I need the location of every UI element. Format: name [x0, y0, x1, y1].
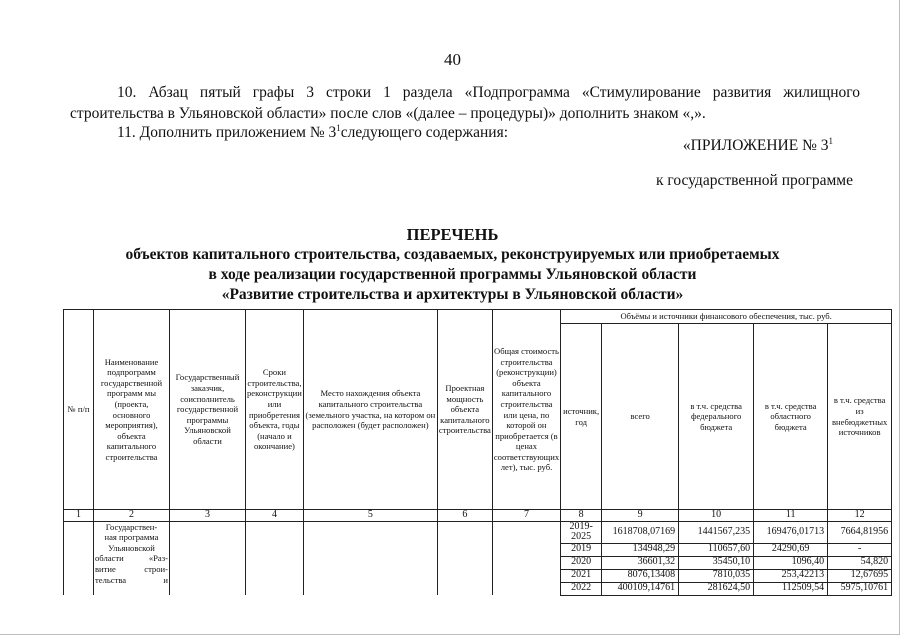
paragraph-10: 10. Абзац пятый графы 3 строки 1 раздела «Подпрограмма «Стимулирование развития жилищного строительства в Ульяновской области» после слов «(далее – процедуры)» дополнить знаком «,». [70, 84, 860, 122]
objects-table [63, 309, 892, 596]
regional-value: 253,42213 [754, 569, 828, 582]
header-total-cost: Общая стоимость строительства (реконструкции) объекта капитального строительства или цена, по которой он приобретается (в ценах соответствующих лет), тыс. руб. [492, 310, 560, 510]
page-number: 40 [444, 50, 461, 69]
column-number: 4 [246, 510, 304, 522]
column-number: 8 [561, 510, 602, 522]
appendix-label [683, 136, 833, 155]
total-value: 1618708,07169 [602, 521, 679, 543]
title-line-2: в ходе реализации государственной программы Ульяновской области [208, 266, 697, 283]
customer-cell [170, 521, 246, 595]
header-extrabudget: в т.ч. средства из внебюджетных источников [828, 324, 892, 510]
terms-cell [246, 521, 304, 595]
header-federal: в т.ч. средства федерального бюджета [679, 324, 754, 510]
year-cell: 2022 [561, 582, 602, 595]
header-regional: в т.ч. средства областного бюджета [754, 324, 828, 510]
column-number: 10 [679, 510, 754, 522]
program-name-line: Ульяновской [108, 542, 155, 553]
row-number-cell [64, 521, 94, 595]
total-value: 36601,32 [602, 556, 679, 569]
title-line-1: объектов капитального строительства, создаваемых, реконструируемых или приобретаемых [125, 246, 780, 263]
program-name-cell [94, 521, 170, 595]
header-name: Наименование подпрограмм государственной программ мы (проекта, основного мероприятия), объекта капитального строительства [94, 310, 170, 510]
title-line-0: ПЕРЕЧЕНЬ [406, 225, 499, 244]
federal-value: 1441567,235 [679, 521, 754, 543]
column-number: 2 [94, 510, 170, 522]
total-value: 134948,29 [602, 543, 679, 556]
header-terms: Сроки строительства, реконструкции или приобретения объекта, годы (начало и окончание) [246, 310, 304, 510]
paragraph-11-start: 11. Дополнить приложением № 3 [117, 124, 337, 142]
regional-value: 1096,40 [754, 556, 828, 569]
program-name-line: области «Раз- [95, 553, 168, 564]
header-total: всего [602, 324, 679, 510]
column-number: 9 [602, 510, 679, 522]
federal-value: 7810,035 [679, 569, 754, 582]
extrabudget-value: 12,67695 [828, 569, 892, 582]
column-number: 6 [437, 510, 492, 522]
paragraph-11-superscript: 1 [336, 123, 341, 133]
paragraph-11 [117, 118, 508, 143]
title-line-3: «Развитие строительства и архитектуры в Ульяновской области» [221, 286, 684, 303]
header-customer: Государственный заказчик, соисполнитель государственной программы Ульяновской области [170, 310, 246, 510]
total-value: 8076,13408 [602, 569, 679, 582]
location-cell [303, 521, 437, 595]
document-title [0, 225, 905, 305]
column-number: 1 [64, 510, 94, 522]
federal-value: 281624,50 [679, 582, 754, 595]
table-row [64, 521, 892, 543]
year-cell: 2019-2025 [561, 521, 602, 543]
program-name-line: ная программа [104, 532, 159, 543]
header-location: Место нахождения объекта капитального строительства (земельного участка, на котором он расположен (будет расположен) [303, 310, 437, 510]
header-financing-group: Объёмы и источники финансового обеспечения, тыс. руб. [561, 310, 892, 324]
regional-value: 112509,54 [754, 582, 828, 595]
year-cell: 2019 [561, 543, 602, 556]
header-number: № п/п [64, 310, 94, 510]
federal-value: 35450,10 [679, 556, 754, 569]
appendix-label-text: «ПРИЛОЖЕНИЕ № 3 [682, 137, 829, 155]
appendix-to-program: к государственной программе [655, 172, 853, 189]
column-number: 12 [828, 510, 892, 522]
column-number: 11 [754, 510, 828, 522]
column-number: 3 [170, 510, 246, 522]
program-name-line: витие строи- [95, 563, 168, 574]
appendix-label-superscript: 1 [828, 136, 833, 146]
total-cost-cell [492, 521, 560, 595]
federal-value: 110657,60 [679, 543, 754, 556]
extrabudget-value: - [828, 543, 892, 556]
extrabudget-value: 5975,10761 [828, 582, 892, 595]
header-capacity: Проектная мощность объекта капитального строительства [437, 310, 492, 510]
year-cell: 2020 [561, 556, 602, 569]
program-name-line: Государствен- [105, 521, 158, 532]
year-cell: 2021 [561, 569, 602, 582]
extrabudget-value: 7664,81956 [828, 521, 892, 543]
regional-value: 169476,01713 [754, 521, 828, 543]
regional-value: 24290,69 [754, 543, 828, 556]
paragraph-11-end: следующего содержания: [340, 124, 509, 142]
header-source-year: источник, год [561, 324, 602, 510]
column-number: 7 [492, 510, 560, 522]
total-value: 400109,14761 [602, 582, 679, 595]
program-name-line: тельства и [95, 574, 168, 585]
capacity-cell [437, 521, 492, 595]
column-number: 5 [303, 510, 437, 522]
extrabudget-value: 54,820 [828, 556, 892, 569]
